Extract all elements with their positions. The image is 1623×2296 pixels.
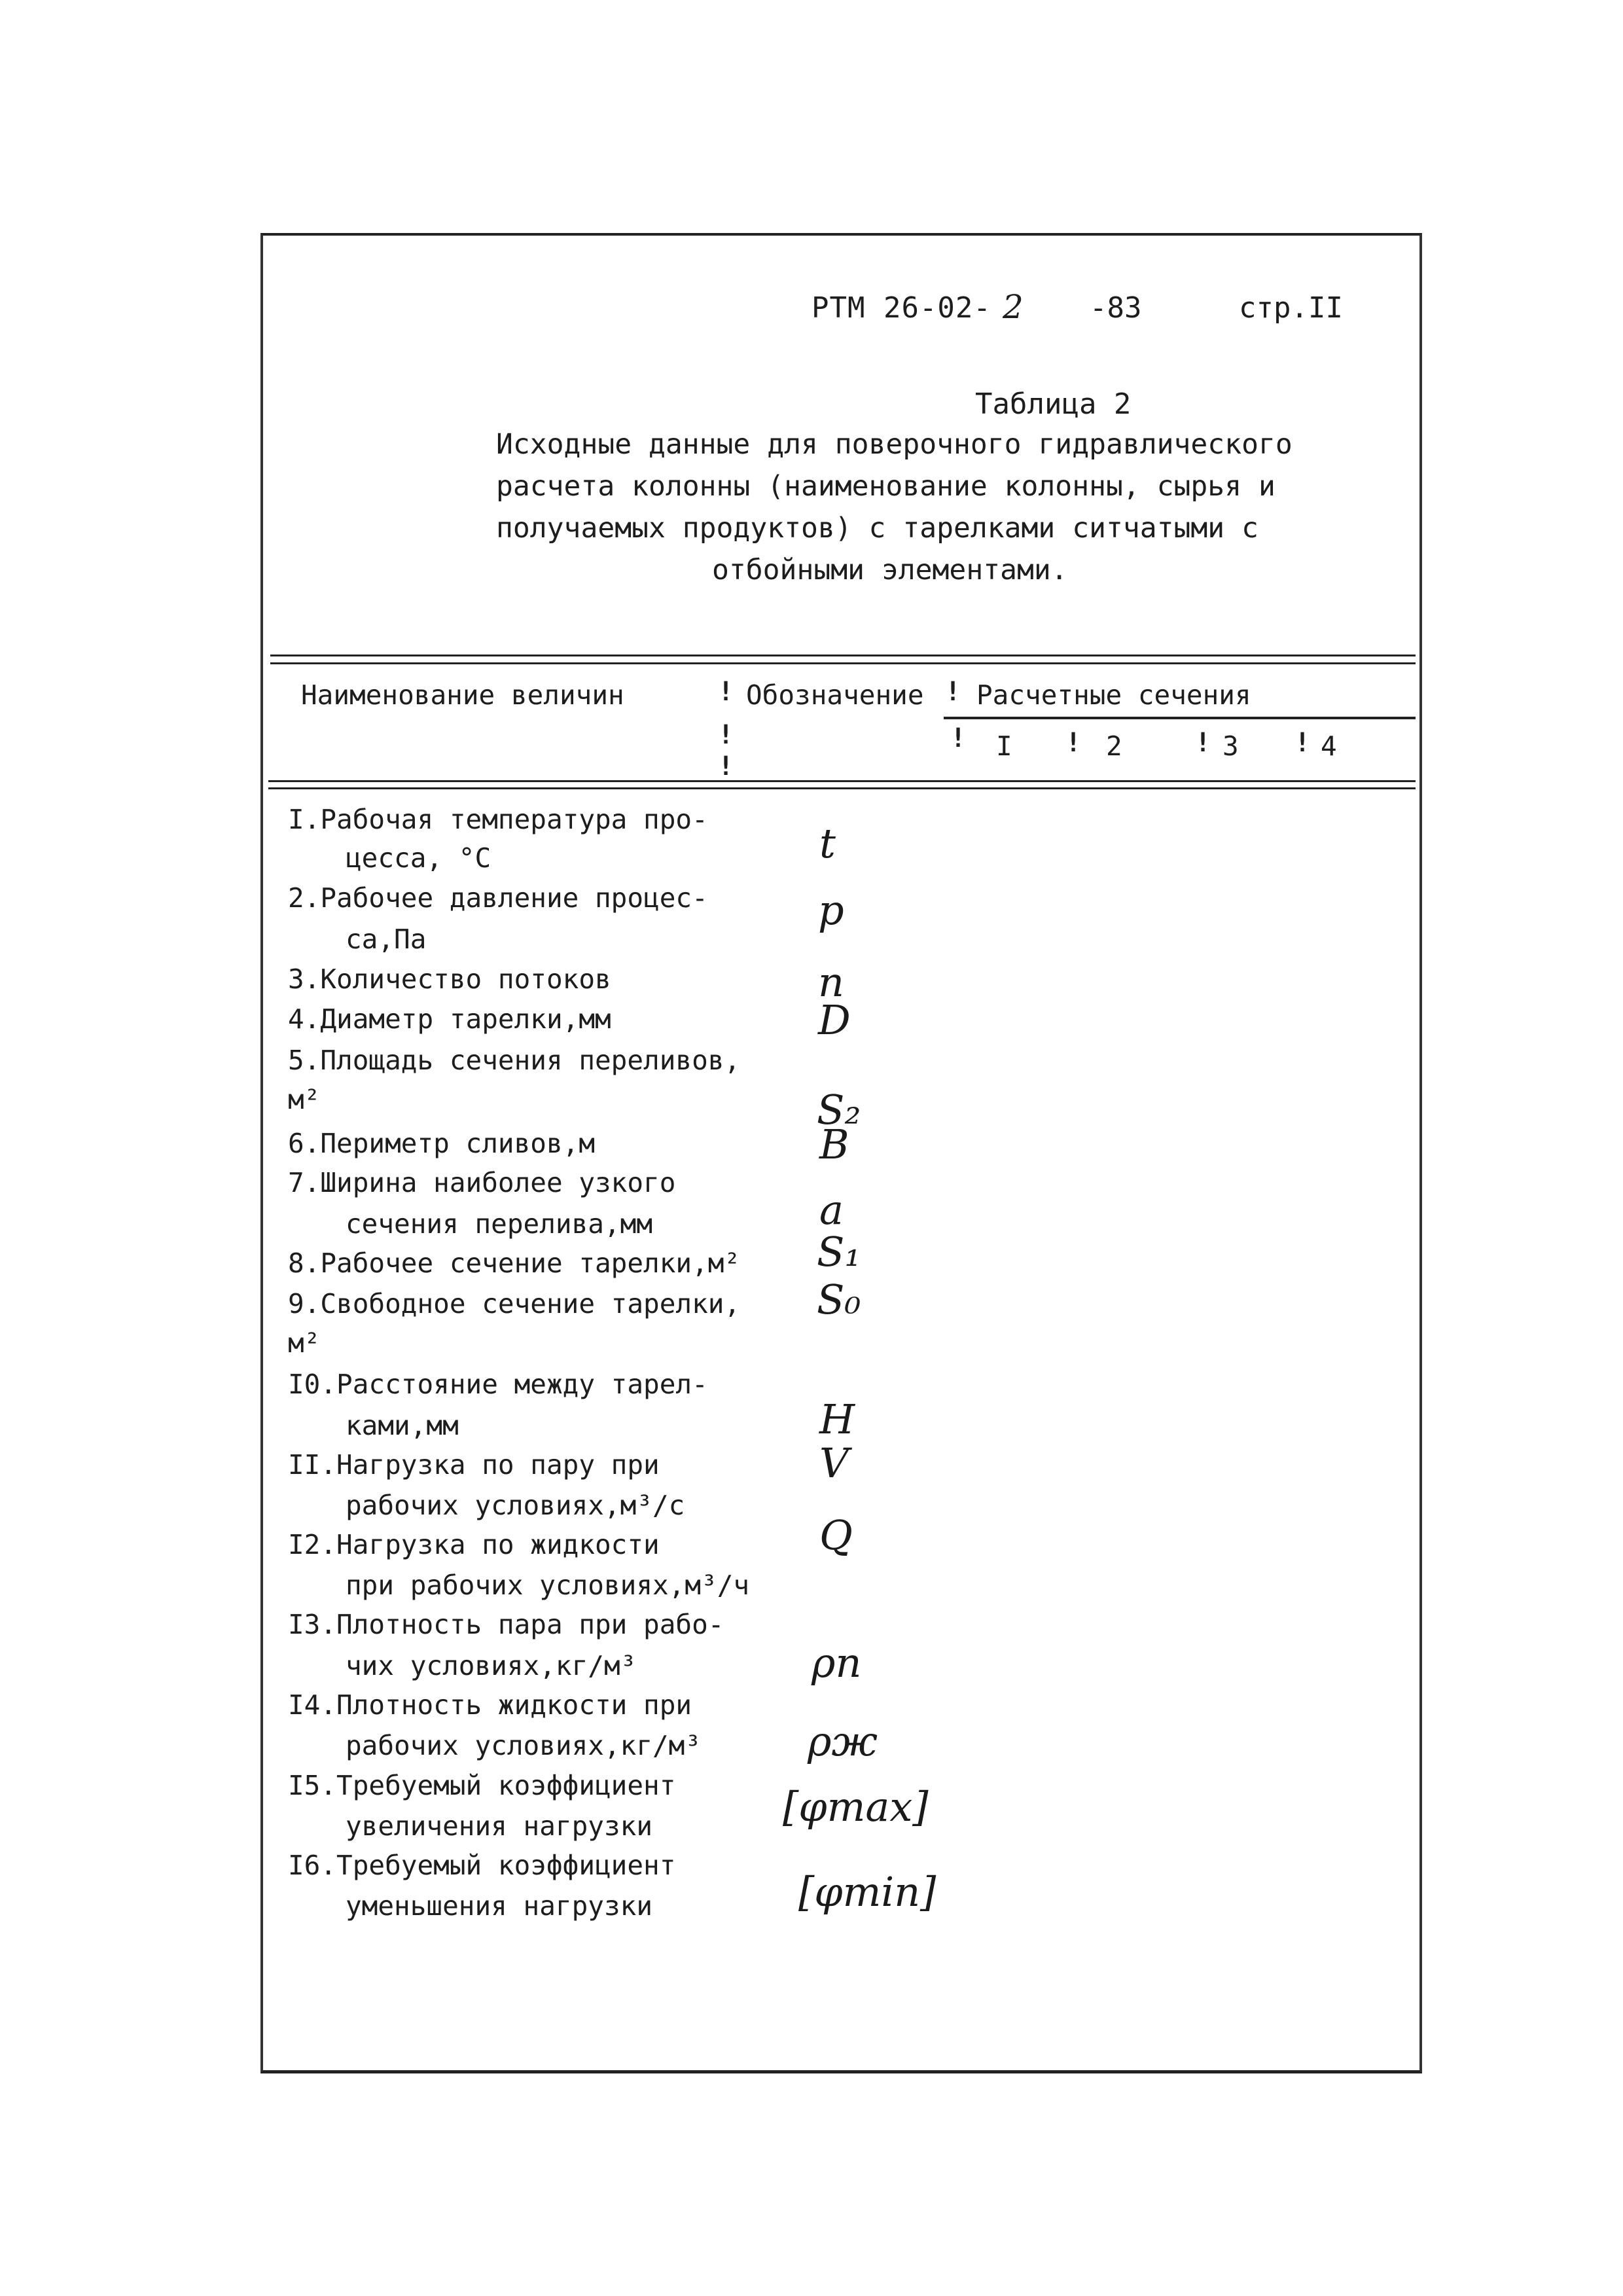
- page-number: стр.II: [1239, 291, 1343, 325]
- row-2-line-1: 2.Рабочее давление процес-: [288, 882, 708, 914]
- header-rule-top-2: [270, 662, 1416, 664]
- column-header-name: Наименование величин: [301, 679, 624, 711]
- symbol-rho-zh: ρж: [808, 1717, 878, 1765]
- column-separator: !: [718, 720, 734, 750]
- row-12-line-2: при рабочих условиях,м³/ч: [346, 1570, 750, 1601]
- row-15-line-2: увеличения нагрузки: [346, 1810, 652, 1842]
- row-5-line-1: 5.Площадь сечения переливов,: [288, 1045, 741, 1076]
- symbol-V: V: [819, 1439, 849, 1487]
- doc-code: РТМ 26-02-: [812, 291, 991, 325]
- symbol-a: a: [819, 1186, 844, 1234]
- section-number-4: 4: [1321, 730, 1337, 762]
- caption-line-3: получаемых продуктов) с тарелками ситчатыми с: [496, 512, 1258, 545]
- section-number-1: I: [996, 730, 1012, 762]
- symbol-B: B: [819, 1121, 849, 1168]
- symbol-phi-min: [φmin]: [798, 1868, 936, 1916]
- row-4-line-1: 4.Диаметр тарелки,мм: [288, 1003, 611, 1035]
- row-11-line-1: II.Нагрузка по пару при: [288, 1449, 660, 1480]
- row-9-line-2: м²: [288, 1327, 321, 1359]
- symbol-S1: S₁: [817, 1228, 861, 1276]
- row-10-line-2: ками,мм: [346, 1410, 459, 1441]
- row-15-line-1: I5.Требуемый коэффициент: [288, 1770, 676, 1801]
- row-1-line-1: I.Рабочая температура про-: [288, 804, 708, 835]
- sections-rule: [944, 717, 1416, 719]
- row-2-line-2: са,Па: [346, 924, 427, 955]
- row-8-line-1: 8.Рабочее сечение тарелки,м²: [288, 1247, 741, 1279]
- caption-line-1: Исходные данные для поверочного гидравлического: [496, 428, 1293, 461]
- row-9-line-1: 9.Свободное сечение тарелки,: [288, 1288, 741, 1319]
- caption-line-2: расчета колонны (наименование колонны, сырья и: [496, 470, 1275, 503]
- row-7-line-1: 7.Ширина наиболее узкого: [288, 1167, 676, 1198]
- row-10-line-1: I0.Расстояние между тарел-: [288, 1369, 708, 1400]
- row-11-line-2: рабочих условиях,м³/с: [346, 1490, 685, 1521]
- row-6-line-1: 6.Периметр сливов,м: [288, 1128, 595, 1159]
- column-separator: !: [950, 723, 967, 753]
- doc-number: 2: [1003, 288, 1024, 326]
- column-separator: !: [1065, 728, 1082, 758]
- row-14-line-2: рабочих условиях,кг/м³: [346, 1730, 702, 1761]
- row-13-line-2: чих условиях,кг/м³: [346, 1650, 637, 1681]
- row-5-line-2: м²: [288, 1084, 321, 1115]
- symbol-phi-max: [φmax]: [783, 1783, 929, 1831]
- symbol-D: D: [818, 996, 851, 1044]
- row-14-line-1: I4.Плотность жидкости при: [288, 1689, 692, 1721]
- doc-year: -83: [1090, 291, 1142, 325]
- row-7-line-2: сечения перелива,мм: [346, 1208, 652, 1240]
- row-3-line-1: 3.Количество потоков: [288, 963, 611, 995]
- section-number-3: 3: [1222, 730, 1239, 762]
- row-16-line-1: I6.Требуемый коэффициент: [288, 1850, 676, 1881]
- column-header-sections: Расчетные сечения: [976, 679, 1251, 711]
- column-separator: !: [718, 751, 734, 781]
- header-rule-top-1: [270, 655, 1416, 656]
- symbol-H: H: [819, 1395, 855, 1443]
- caption-line-4: отбойными элементами.: [712, 554, 1068, 586]
- row-12-line-1: I2.Нагрузка по жидкости: [288, 1529, 660, 1560]
- symbol-S2: S₂: [817, 1086, 861, 1134]
- header-rule-bottom-1: [268, 780, 1416, 782]
- row-1-line-2: цесса, °С: [346, 842, 491, 874]
- table-label: Таблица 2: [975, 387, 1132, 421]
- row-16-line-2: уменьшения нагрузки: [346, 1890, 652, 1922]
- symbol-t: t: [819, 819, 836, 867]
- symbol-n: n: [818, 958, 844, 1006]
- symbol-p: p: [818, 886, 844, 934]
- row-13-line-1: I3.Плотность пара при рабо-: [288, 1609, 724, 1640]
- column-header-symbol: Обозначение: [746, 679, 924, 711]
- header-rule-bottom-2: [268, 787, 1416, 789]
- column-separator: !: [718, 677, 734, 707]
- column-separator: !: [945, 677, 961, 707]
- column-separator: !: [1294, 728, 1311, 758]
- symbol-rho-p: ρп: [812, 1639, 862, 1687]
- symbol-Q: Q: [819, 1511, 853, 1559]
- column-separator: !: [1195, 728, 1211, 758]
- symbol-S0: S₀: [817, 1276, 861, 1323]
- section-number-2: 2: [1106, 730, 1122, 762]
